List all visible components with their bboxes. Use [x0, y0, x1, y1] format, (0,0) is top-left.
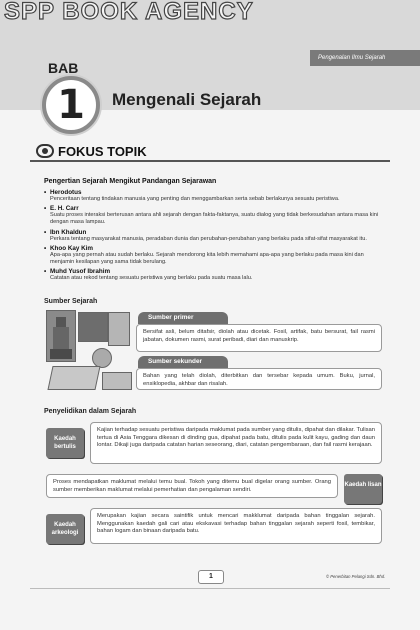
historian-name: • Herodotus	[44, 189, 382, 196]
oral-method-text: Proses mendapatkan maklumat melalui temu bual. Tokoh yang ditemu bual digelar orang sumber. Orang sumber memberikan maklumat melalui pemerhatian dan pengalaman sendiri.	[46, 474, 338, 498]
chapter-title: Mengenali Sejarah	[112, 90, 262, 109]
chapter-ribbon: Pengenalan Ilmu Sejarah	[310, 50, 420, 66]
coin-image	[92, 348, 112, 368]
list-item	[44, 229, 382, 243]
primary-source-text: Bersifat asli, belum ditafsir, diolah atau dicetak. Fosil, artifak, batu bersurat, fail rasmi jabatan, dokumen rasmi, surat peribadi, diari dan manuskrip.	[136, 324, 382, 352]
eye-icon	[36, 144, 54, 158]
secondary-source-text: Bahan yang telah diolah, diterbitkan dan tersebar kepada umum. Buku, jurnal, ensiklopedia, akhbar dan risalah.	[136, 368, 382, 390]
list-item	[44, 268, 382, 282]
historian-name: • Khoo Kay Kim	[44, 245, 382, 252]
historian-name: • E. H. Carr	[44, 205, 382, 212]
research-heading: Penyelidikan dalam Sejarah	[44, 408, 137, 415]
archaeology-method-tag: Kaedah arkeologi	[46, 514, 84, 544]
chapter-number: 1	[57, 82, 85, 128]
secondary-source-label: Sumber sekunder	[138, 356, 228, 368]
written-method-tag: Kaedah bertulis	[46, 428, 84, 458]
historian-definition: Catatan atau rekod tentang sesuatu peristiwa yang berlaku pada suatu masa lalu.	[50, 275, 253, 282]
written-method-text: Kajian terhadap sesuatu peristiwa daripada maklumat pada sumber yang ditulis, dipahat dan dilakar. Tulisan tertua di Asia Tenggara dikesan di dinding gua, dipahat pada batu, ditulis pada kulit kayu, gading dan daun lontar. Dikaji juga daripada catatan harian seseorang, diari, catatan pengembaraan, dan fail rasmi kerajaan.	[90, 422, 382, 464]
statue-icon	[47, 311, 75, 361]
book-image	[47, 366, 100, 390]
map-image	[102, 372, 132, 390]
manuscript-image	[108, 312, 130, 346]
oral-method-tag: Kaedah lisan	[344, 474, 382, 504]
historian-name: • Ibn Khaldun	[44, 229, 382, 236]
copyright: © Penerbitan Pelangi Sdn. Bhd.	[326, 574, 386, 579]
primary-source-label: Sumber primer	[138, 312, 228, 324]
focus-topic-title: FOKUS TOPIK	[58, 144, 147, 159]
focus-topic-bar	[30, 142, 390, 162]
list-item	[44, 189, 382, 203]
archaeology-method-text: Merupakan kajian secara saintifik untuk mencari makklumat daripada bahan tinggalan sejarah. Menggunakan kaedah gali cari atau ekskavasi terhadap bahan tinggalan sejarah seperti fosil, tembikar, bahan logam dan binaan daripada batu.	[90, 508, 382, 544]
historian-definition: Perkara tentang masyarakat manusia, peradaban dunia dan perubahan-perubahan yang berlaku pada sifat-sifat masyarakat itu.	[50, 235, 367, 242]
definitions-heading: Pengertian Sejarah Mengikut Pandangan Sejarawan	[44, 178, 217, 185]
divider	[30, 588, 390, 589]
historian-list	[44, 189, 382, 282]
chapter-number-badge	[42, 76, 100, 134]
page-number: 1	[198, 570, 224, 584]
watermark: SPP BOOK AGENCY	[4, 0, 254, 25]
bab-label: BAB	[48, 60, 79, 76]
historian-definition: Suatu proses interaksi berterusan antara ahli sejarah dengan fakta-faktanya, suatu dialog yang tidak berkesudahan antara masa kini dengan masa lampau.	[50, 212, 379, 226]
list-item	[44, 245, 382, 266]
sources-heading: Sumber Sejarah	[44, 298, 98, 305]
historian-name: • Muhd Yusof Ibrahim	[44, 268, 382, 275]
historian-definition: Penceritaan tentang tindakan manusia yang penting dan menggambarkan serta sebab berlakunya sesuatu peristiwa.	[50, 196, 340, 202]
historian-definition: Apa-apa yang pernah atau sudah berlaku. Sejarah mendorong kita lebih memahami apa-apa yang berlaku pada masa kini dan menjamin kesilapan yang sama tidak berulang.	[50, 251, 364, 266]
list-item	[44, 205, 382, 226]
definitions-section	[44, 178, 382, 284]
statue-image	[46, 310, 76, 362]
relief-image	[78, 312, 108, 342]
